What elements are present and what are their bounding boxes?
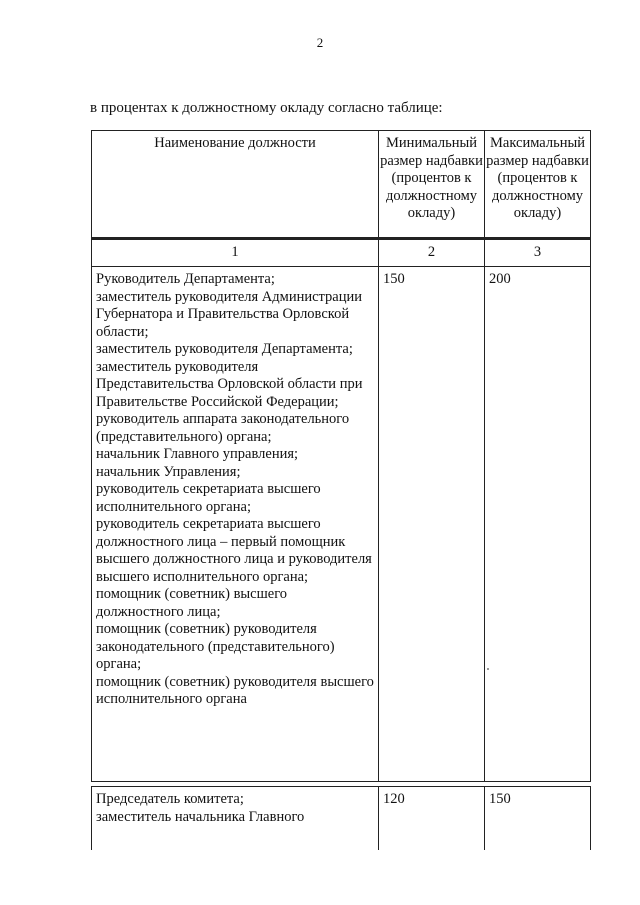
header-position: Наименование должности xyxy=(91,130,379,238)
row-2-min-allowance: 120 xyxy=(378,786,485,850)
allowance-table xyxy=(91,130,591,850)
header-min-allowance: Минимальный размер надбавки (процентов к должностному окладу) xyxy=(378,130,485,238)
row-1-position: Руководитель Департамента; заместитель руководителя Администрации Губернатора и Правительства Орловской области; заместитель руководителя Департамента; заместитель руководителя Представительства Орловской области при Правительстве Российской Федерации; руководитель аппарата законодательного (представительного) органа; начальник Главного управления; начальник Управления; руководитель секретариата высшего исполнительного органа; руководитель секретариата высшего должностного лица – первый помощник высшего должностного лица и руководителя высшего исполнительного органа; помощник (советник) высшего должностного лица; помощник (советник) руководителя законодательного (представительного) органа; помощник (советник) руководителя высшего исполнительного органа xyxy=(91,266,379,782)
header-max-allowance: Максимальный размер надбавки (процентов к должностному окладу) xyxy=(484,130,591,238)
row-2-max-allowance: 150 xyxy=(484,786,591,850)
column-number-1: 1 xyxy=(91,239,379,267)
row-2-position: Председатель комитета; заместитель начальника Главного xyxy=(91,786,379,850)
column-number-3: 3 xyxy=(484,239,591,267)
intro-text: в процентах к должностному окладу согласно таблице: xyxy=(90,100,443,116)
column-number-2: 2 xyxy=(378,239,485,267)
row-1-min-allowance: 150 xyxy=(378,266,485,782)
scan-artifact-dot xyxy=(487,668,489,670)
page-number: 2 xyxy=(316,35,324,50)
row-1-max-allowance: 200 xyxy=(484,266,591,782)
